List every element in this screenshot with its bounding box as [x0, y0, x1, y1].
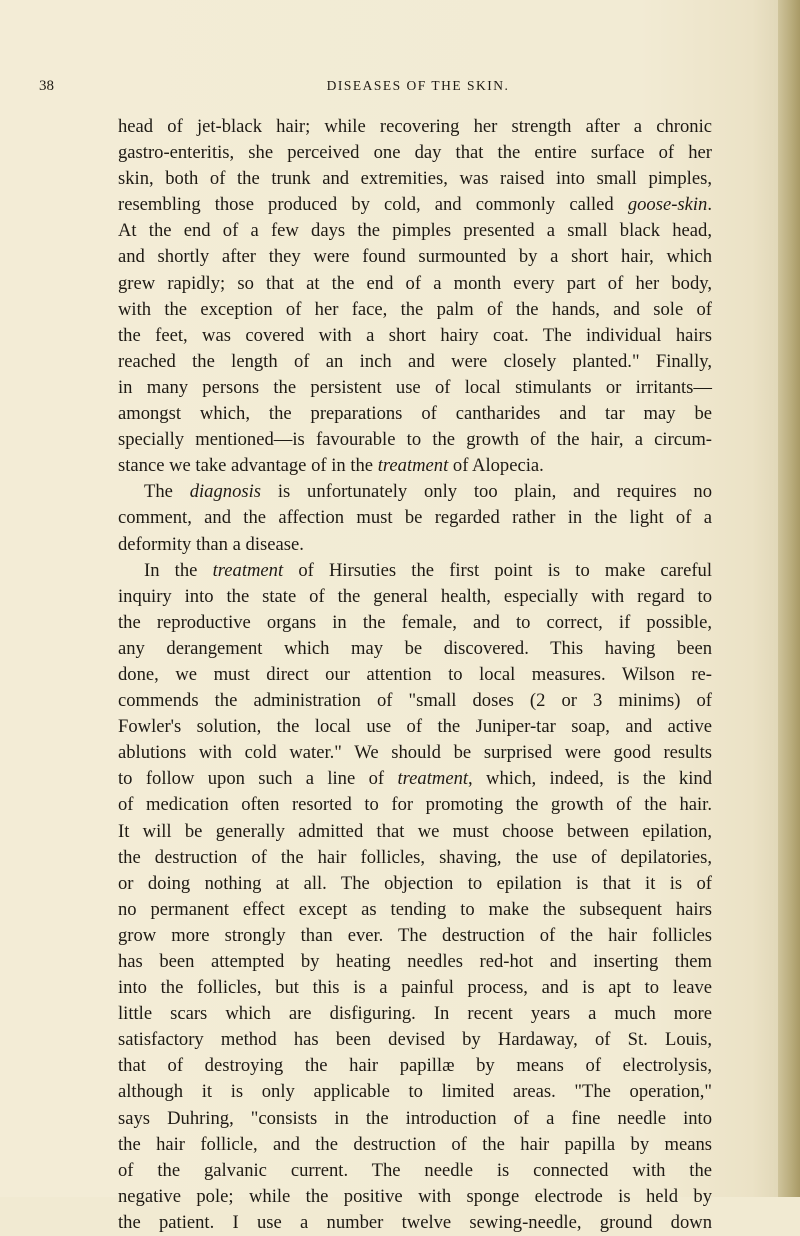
binding-edge — [778, 0, 800, 1197]
text-line: gastro-enteritis, she perceived one day that the entire surface of her — [118, 142, 712, 164]
text-line: although it is only applicable to limited areas. "The operation," — [118, 1081, 712, 1103]
text-line: specially mentioned—is favourable to the growth of the hair, a circum- — [118, 429, 712, 451]
text-line: or doing nothing at all. The objection to epilation is that it is of — [118, 872, 712, 894]
text-line: skin, both of the trunk and extremities, was raised into small pimples, — [118, 168, 712, 190]
text-line: stance we take advantage of in the treatment of Alopecia. — [118, 455, 544, 477]
text-line: inquiry into the state of the general health, especially with regard to — [118, 585, 712, 607]
text-line: that of destroying the hair papillæ by means of electrolysis, — [118, 1055, 712, 1077]
text-line: has been attempted by heating needles red-hot and inserting them — [118, 951, 712, 972]
text-line: with the exception of her face, the palm of the hands, and sole of — [118, 298, 712, 320]
text-line: grew rapidly; so that at the end of a month every part of her body, — [118, 272, 712, 294]
text-line: ablutions with cold water." We should be surprised were good results — [118, 742, 712, 764]
text-line: the reproductive organs in the female, and to correct, if possible, — [118, 611, 712, 633]
text-line: says Duhring, "consists in the introduction of a fine needle into — [118, 1107, 712, 1129]
text-line: commends the administration of "small doses (2 or 3 minims) of — [118, 690, 712, 712]
text-line: head of jet-black hair; while recovering her strength after a chronic — [118, 116, 712, 137]
text-line: At the end of a few days the pimples presented a small black head, — [118, 220, 712, 242]
page-header — [39, 78, 718, 98]
text-line: resembling those produced by cold, and commonly called goose-skin. — [118, 194, 712, 216]
text-line: into the follicles, but this is a painful process, and is apt to leave — [118, 977, 712, 999]
page-number: 38 — [39, 78, 54, 94]
running-title: DISEASES OF THE SKIN. — [326, 78, 510, 93]
text-line: in many persons the persistent use of local stimulants or irritants— — [118, 376, 712, 398]
text-line: amongst which, the preparations of cantharides and tar may be — [118, 403, 712, 425]
text-line: deformity than a disease. — [118, 533, 304, 555]
text-line: The diagnosis is unfortunately only too plain, and requires no — [144, 481, 712, 503]
text-line: of the galvanic current. The needle is connected with the — [118, 1159, 712, 1181]
text-line: of medication often resorted to for promoting the growth of the hair. — [118, 794, 712, 816]
text-line: to follow upon such a line of treatment, which, indeed, is the kind — [118, 768, 712, 790]
text-line: little scars which are disfiguring. In recent years a much more — [118, 1003, 712, 1025]
body-text — [118, 114, 712, 1236]
text-line: the hair follicle, and the destruction of the hair papilla by means — [118, 1133, 712, 1155]
text-line: the patient. I use a number twelve sewing-needle, ground down — [118, 1211, 712, 1233]
text-line: satisfactory method has been devised by Hardaway, of St. Louis, — [118, 1029, 712, 1051]
text-line: the feet, was covered with a short hairy coat. The individual hairs — [118, 324, 712, 346]
text-line: done, we must direct our attention to local measures. Wilson re- — [118, 663, 712, 685]
text-line: reached the length of an inch and were closely planted." Finally, — [118, 350, 712, 372]
text-line: no permanent effect except as tending to make the subsequent hairs — [118, 898, 712, 920]
text-line: the destruction of the hair follicles, shaving, the use of depilatories, — [118, 846, 712, 868]
text-line: comment, and the affection must be regarded rather in the light of a — [118, 507, 712, 529]
text-line: and shortly after they were found surmounted by a short hair, which — [118, 246, 712, 268]
text-line: It will be generally admitted that we must choose between epilation, — [118, 820, 712, 842]
text-line: In the treatment of Hirsuties the first point is to make careful — [144, 559, 712, 581]
text-line: Fowler's solution, the local use of the Juniper-tar soap, and active — [118, 716, 712, 738]
text-line: grow more strongly than ever. The destruction of the hair follicles — [118, 924, 712, 946]
text-line: any derangement which may be discovered. This having been — [118, 637, 712, 659]
text-line: negative pole; while the positive with sponge electrode is held by — [118, 1185, 712, 1207]
